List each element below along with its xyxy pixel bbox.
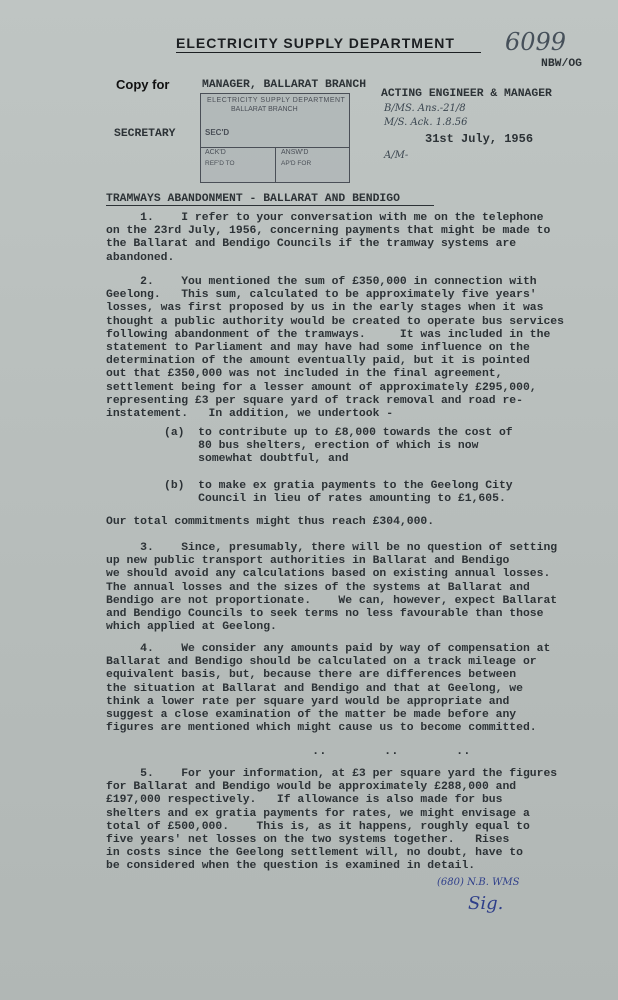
paragraph-3 [106, 542, 557, 634]
text-line: five years' net losses on the two systems together. Rises [106, 834, 510, 847]
copy-for-label: Copy for [116, 77, 170, 92]
stamp-answered-label: ANSW'D [281, 149, 309, 156]
file-number-handwritten: 6099 [505, 28, 567, 56]
text-line: in costs since the Geelong settlement will, no doubt, have to [106, 847, 523, 860]
handwritten-bottom-note: (680) N.B. WMS [437, 877, 520, 888]
text-line: 80 bus shelters, erection of which is now [164, 440, 479, 453]
handwritten-note-1: B/MS. Ans.-21/8 [384, 103, 466, 114]
text-line: 3. Since, presumably, there will be no question of setting [106, 542, 558, 554]
text-line: thought a public authority would be created to operate bus services [106, 315, 564, 328]
text-line: Bendigo are not proportionate. We can, however, expect Ballarat [106, 594, 558, 607]
text-line: determination of the amount eventually paid, but it is pointed [106, 355, 530, 368]
text-line: (b) to make ex gratia payments to the Geelong City [164, 480, 513, 492]
text-line: be considered when the question is examined in detail. [106, 860, 476, 873]
text-line: which applied at Geelong. [106, 621, 277, 634]
list-item-b [164, 480, 513, 506]
paragraph-4 [106, 643, 550, 735]
text-line: somewhat doubtful, and [164, 453, 349, 466]
stamp-ack-value: REF'D TO [205, 160, 235, 167]
text-line: the Ballarat and Bendigo Councils if the tramway systems are [106, 238, 517, 251]
text-line: settlement being for a lesser amount of approximately £295,000, [106, 381, 537, 394]
text-line: (a) to contribute up to £8,000 towards the cost of [164, 427, 513, 439]
text-line: for Ballarat and Bendigo would be approximately £288,000 and [106, 781, 517, 794]
total-commitments: Our total commitments might thus reach £304,000. [106, 516, 435, 528]
handwritten-note-2: M/S. Ack. 1.8.56 [384, 117, 468, 128]
text-line: The annual losses and the sizes of the systems at Ballarat and [106, 581, 530, 594]
text-line: Ballarat and Bendigo should be calculated on a track mileage or [106, 656, 537, 669]
addressee: ACTING ENGINEER & MANAGER [381, 88, 552, 100]
stamp-line-1: ELECTRICITY SUPPLY DEPARTMENT [207, 97, 346, 104]
text-line: the situation at Ballarat and Bendigo and that at Geelong, we [106, 682, 523, 695]
section-separator: .. .. .. [312, 744, 471, 758]
text-line: up new public transport authorities in Ballarat and Bendigo [106, 555, 510, 568]
text-line: 5. For your information, at £3 per square yard the figures [106, 768, 558, 780]
stamp-ack-label: ACK'D [205, 149, 226, 156]
handwritten-note-3: A/M- [384, 150, 409, 161]
text-line: abandoned. [106, 251, 175, 264]
text-line: 4. We consider any amounts paid by way of compensation at [106, 643, 551, 655]
heading-underline [106, 205, 434, 206]
text-line: 1. I refer to your conversation with me on the telephone [106, 212, 544, 224]
text-line: instatement. In addition, we undertook - [106, 408, 394, 421]
text-line: on the 23rd July, 1956, concerning payments that might be made to [106, 225, 551, 238]
text-line: 2. You mentioned the sum of £350,000 in connection with [106, 276, 537, 288]
handwritten-signature: Sig. [468, 893, 504, 914]
text-line: and Bendigo Councils to seek terms no less favourable than those [106, 608, 544, 621]
stamp-answered-value: AP'D FOR [281, 160, 312, 167]
sender: SECRETARY [114, 128, 176, 140]
title-underline [176, 52, 481, 53]
copy-for-value: MANAGER, BALLARAT BRANCH [202, 79, 367, 91]
text-line: total of £500,000. This is, as it happens, roughly equal to [106, 820, 530, 833]
text-line: figures are mentioned which might cause us to become committed. [106, 722, 537, 735]
received-stamp [200, 93, 350, 183]
stamp-line-2: BALLARAT BRANCH [231, 106, 298, 113]
memo-subject-heading: TRAMWAYS ABANDONMENT - BALLARAT AND BENDIGO [106, 193, 400, 205]
text-line: representing £3 per square yard of track removal and road re- [106, 394, 523, 407]
paragraph-5 [106, 768, 557, 874]
text-line: suggest a close examination of the matter be made before any [106, 709, 517, 722]
text-line: we should avoid any calculations based on existing annual losses. [106, 568, 551, 581]
text-line: out that £350,000 was not included in the final agreement, [106, 368, 503, 381]
paragraph-1 [106, 212, 550, 265]
text-line: £197,000 respectively. If allowance is also made for bus [106, 794, 503, 807]
text-line: following abandonment of the tramways. It was included in the [106, 328, 551, 341]
text-line: losses, was first proposed by us in the early stages when it was [106, 302, 544, 315]
paragraph-2 [106, 276, 564, 421]
stamp-column-divider [275, 147, 276, 182]
text-line: Council in lieu of rates amounting to £1,605. [164, 493, 506, 506]
list-item-a [164, 427, 513, 467]
department-title: ELECTRICITY SUPPLY DEPARTMENT [176, 35, 455, 51]
text-line: Geelong. This sum, calculated to be approximately five years' [106, 289, 537, 302]
text-line: think a lower rate per square yard would be appropriate and [106, 695, 510, 708]
stamp-line-3: SEC'D [205, 128, 230, 137]
reference-code: NBW/OG [541, 58, 583, 70]
text-line: statement to Parliament and may have had some influence on the [106, 342, 530, 355]
memo-date: 31st July, 1956 [425, 132, 534, 146]
text-line: equivalent basis, but, because there are differences between [106, 669, 517, 682]
text-line: shelters and ex gratia payments for rates, we might envisage a [106, 807, 530, 820]
